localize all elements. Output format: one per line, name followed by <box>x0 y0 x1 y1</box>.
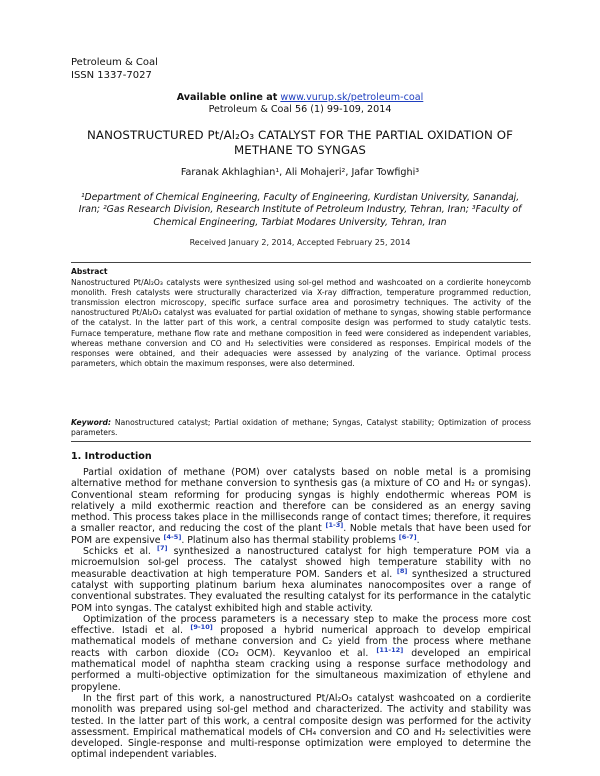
availability-line <box>60 92 540 104</box>
journal-name: Petroleum & Coal <box>71 57 158 68</box>
citation-link[interactable]: [6-7] <box>398 532 417 541</box>
citation-link[interactable]: [4-5] <box>163 532 182 541</box>
title-line-1: NANOSTRUCTURED Pt/Al₂O₃ CATALYST FOR THE PARTIAL OXIDATION OF <box>86 128 514 142</box>
abstract-bottom-rule <box>71 441 531 442</box>
title-line-2: METHANE TO SYNGAS <box>234 142 366 157</box>
keywords-block <box>71 418 531 438</box>
abstract-text: Nanostructured Pt/Al₂O₃ catalysts were synthesized using sol-gel method and washcoated on a cordierite honeycomb monolith. Fresh catalysts were structurally characterized via X-ray diffraction, temperature programmed reduction, transmission electron microscopy, specific surface surface area and porosimetry techniques. The activity of the nanostructured Pt/Al₂O₃ catalyst was evaluated for partial oxidation of methane to syngas, showing stable performance of the catalyst. In the latter part of this work, a central composite design was performed to study catalytic tests. Furnace temperature, methane flow rate and methane composition in feed were considered as independent variables, whereas methane conversion and CO and H₂ selectivities were considered as responses. Empirical models of the responses were obtained, and their adequacies were assessed by analyzing of the variance. Optimal process parameters, which obtain the maximum responses, were also determined. <box>71 278 531 368</box>
abstract-heading: Abstract <box>71 267 108 276</box>
abstract-block <box>71 267 531 369</box>
journal-issn: ISSN 1337-7027 <box>71 69 152 81</box>
journal-url-link[interactable]: www.vurup.sk/petroleum-coal <box>280 92 424 103</box>
paper-title <box>60 128 540 157</box>
section-heading-introduction: 1. Introduction <box>71 451 152 462</box>
journal-header <box>71 57 158 82</box>
received-dates: Received January 2, 2014, Accepted February 25, 2014 <box>189 238 411 247</box>
citation-link[interactable]: [9-10] <box>190 623 213 632</box>
intro-paragraph-3: Optimization of the process parameters is a necessary step to make the process more cost effective. Istadi et al. [9-10] proposed a hybrid numerical approach to develop empirical mathematical models of methane conversion and C₂ yield from the process where methane reacts with carbon dioxide (CO₂ OCM). Keyvanloo et al. [11-12] developed an empirical mathematical model of naphtha steam cracking using a response surface methodology and performed a multi-objective optimization for the simultaneous maximization of ethylene and propylene. <box>71 613 531 693</box>
citation-link[interactable]: [8] <box>396 566 408 575</box>
citation-link[interactable]: [7] <box>157 543 168 552</box>
citation-link[interactable]: [1-3] <box>325 521 344 530</box>
availability-block <box>60 92 540 116</box>
citation-line: Petroleum & Coal 56 (1) 99-109, 2014 <box>208 104 392 115</box>
abstract-top-rule <box>71 262 531 263</box>
keywords-label: Keyword: <box>71 418 112 427</box>
introduction-body <box>71 467 531 761</box>
citation-link[interactable]: [11-12] <box>376 645 404 654</box>
author-list: Faranak Akhlaghian¹, Ali Mohajeri², Jafar Towfighi³ <box>180 167 420 178</box>
keywords-text: Nanostructured catalyst; Partial oxidation of methane; Syngas, Catalyst stability; Optimization of process parameters. <box>71 418 531 437</box>
intro-paragraph-1: Partial oxidation of methane (POM) over catalysts based on noble metal is a promising alternative method for methane conversion to synthesis gas (a mixture of CO and H₂ or syngas). Conventional steam reforming for producing syngas is highly endothermic whereas POM is relatively a mild exothermic reaction and therefore can be considered as an energy saving method. This process takes place in the milliseconds range of contact times; therefore, it requires a smaller reactor, and reducing the cost of the plant [1-3]. Noble metals that have been used for POM are expensive [4-5]. Platinum also has thermal stability problems [6-7]. <box>71 467 532 546</box>
affiliations: ¹Department of Chemical Engineering, Faculty of Engineering, Kurdistan University, Sanandaj, Iran; ²Gas Research Division, Research Institute of Petroleum Industry, Tehran, Iran; ³Faculty of Chemical Engineering, Tarbiat Modares University, Tehran, Iran <box>78 192 522 228</box>
intro-paragraph-4: In the first part of this work, a nanostructured Pt/Al₂O₃ catalyst washcoated on a cordierite monolith was prepared using sol-gel method and characterized. The activity and stability was tested. In the latter part of this work, a central composite design was performed for the activity assessment. Empirical mathematical models of CH₄ conversion and CO and H₂ selectivities were developed. Single-response and multi-response optimization were employed to determine the optimal independent variables. <box>71 692 531 761</box>
intro-paragraph-2: Schicks et al. [7] synthesized a nanostructured catalyst for high temperature POM via a microemulsion sol-gel process. The catalyst showed high temperature stability with no measurable deactivation at high temperature POM. Sanders et al. [8] synthesized a structured catalyst with supporting platinum barium hexa aluminates nanocomposites over a range of conventional substrates. They evaluated the resulting catalyst for its performance in the catalytic POM into syngas. The catalyst exhibited high and stable activity. <box>71 543 531 614</box>
available-online-label: Available online at <box>176 92 278 103</box>
